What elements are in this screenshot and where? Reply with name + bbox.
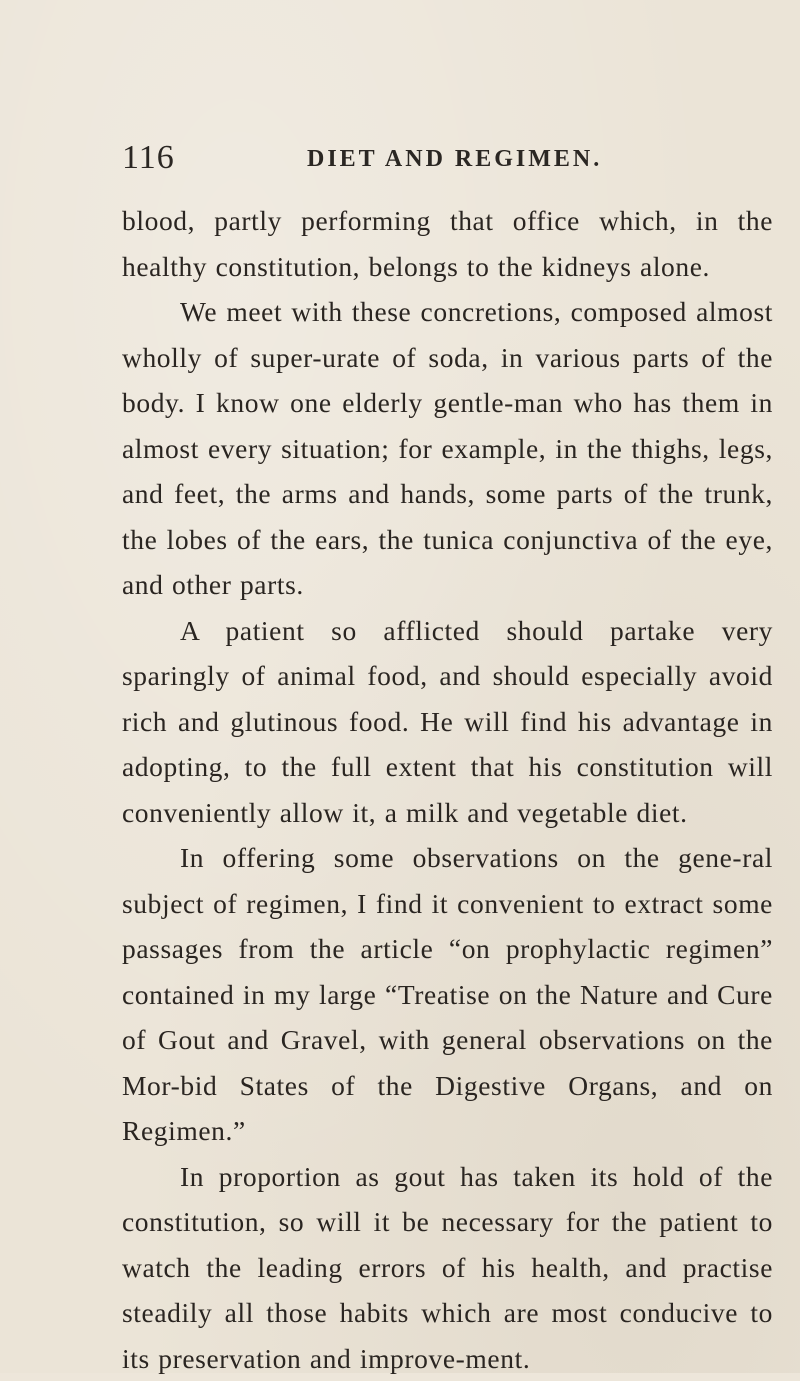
paragraph-4: In offering some observations on the gene-ral subject of regimen, I find it convenient to extract some passages from the article “on prophylactic regimen” contained in my large “Treatise on the Nature and Cure of Gout and Gravel, with general observations on the Mor-bid States of the Digestive Organs, and on Regimen.” <box>122 835 773 1154</box>
page-header <box>122 138 762 178</box>
paragraph-2: We meet with these concretions, composed almost wholly of super-urate of soda, in various parts of the body. I know one elderly gentle-man who has them in almost every situation; for example, in the thighs, legs, and feet, the arms and hands, some parts of the trunk, the lobes of the ears, the tunica conjunctiva of the eye, and other parts. <box>122 289 773 608</box>
paragraph-3: A patient so afflicted should partake very sparingly of animal food, and should especially avoid rich and glutinous food. He will find his advantage in adopting, to the full extent that his constitution will conveniently allow it, a milk and vegetable diet. <box>122 608 773 836</box>
paragraph-1: blood, partly performing that office which, in the healthy constitution, belongs to the kidneys alone. <box>122 198 773 289</box>
paragraph-5: In proportion as gout has taken its hold of the constitution, so will it be necessary for the patient to watch the leading errors of his health, and practise steadily all those habits which are most conducive to its preservation and improve-ment. <box>122 1154 773 1381</box>
page-number: 116 <box>122 138 175 178</box>
body-text <box>122 198 773 1381</box>
running-head: DIET AND REGIMEN. <box>307 142 602 176</box>
